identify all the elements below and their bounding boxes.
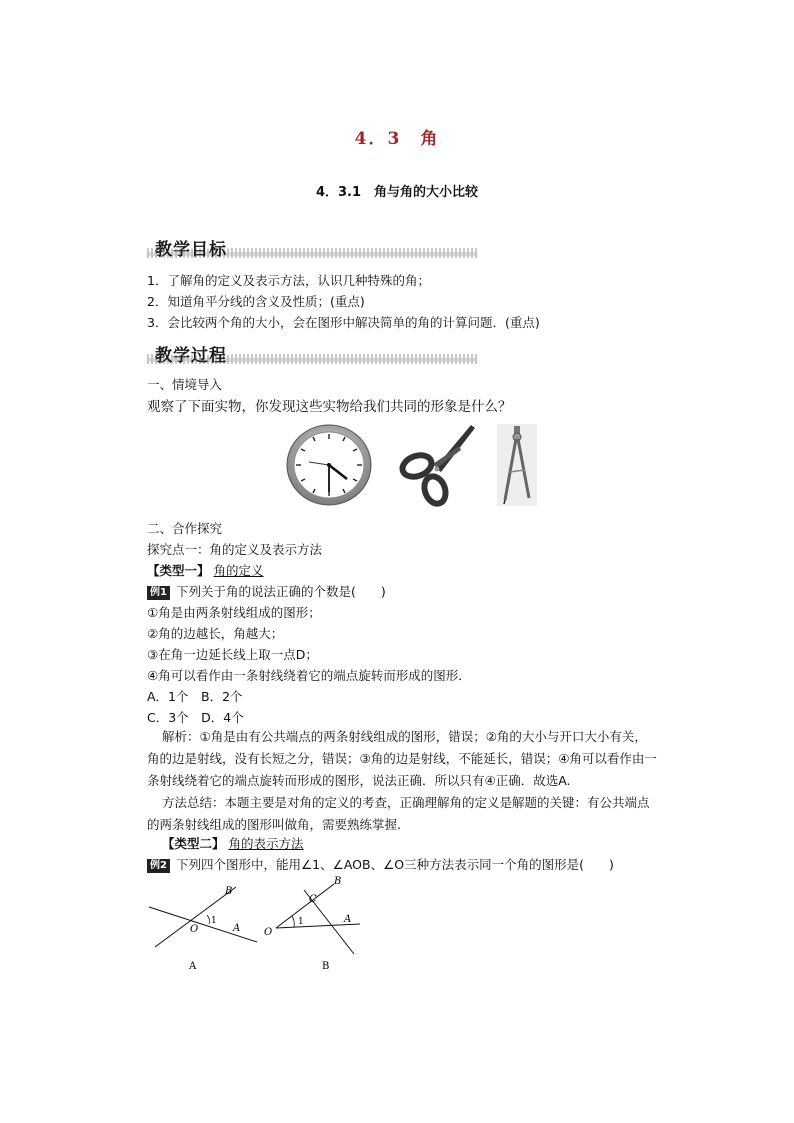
scissors-image: [397, 422, 477, 508]
fig-a-label-b: B: [225, 886, 233, 897]
ex2-question: 下列四个图形中，能用∠1、∠AOB、∠O三种方法表示同一个角的图形是( ): [175, 857, 614, 872]
goal-item: 1．了解角的定义及表示方法，认识几种特殊的角；: [147, 273, 430, 288]
ex1-item: ②角的边越长，角越大；: [147, 626, 284, 641]
intro-question: 观察了下面实物，你发现这些实物给我们共同的形象是什么？: [147, 399, 512, 415]
section-subtitle: 4．3.1 角与角的大小比较: [315, 185, 479, 200]
ex1-badge: 例1: [147, 586, 170, 600]
ex1-item: ③在角一边延长线上取一点D；: [147, 647, 318, 662]
figure-b: [262, 872, 374, 972]
process-banner: [147, 340, 477, 368]
type1-heading: [147, 561, 264, 579]
ex1-option: A．1个 B．2个: [147, 689, 243, 704]
fig-b-label-1: 1: [298, 917, 304, 927]
goals-banner: [147, 234, 477, 262]
fig-b-label-o: O: [264, 927, 273, 938]
intro-heading: 一、情境导入: [147, 377, 223, 392]
clock-image: [284, 422, 374, 506]
fig-a-label-a: A: [233, 923, 241, 934]
ex1-summary: 方法总结：本题主要是对角的定义的考查，正确理解角的定义是解题的关键：有公共端点的两条射线组成的图形叫做角，需要熟练掌握.: [147, 795, 650, 832]
ex2-badge: 例2: [147, 859, 170, 873]
goal-item: 2．知道角平分线的含义及性质；(重点): [147, 294, 365, 309]
explore-point1: 探究点一：角的定义及表示方法: [147, 542, 323, 557]
fig-b-caption: B: [322, 961, 330, 972]
fig-a-label-o: O: [190, 924, 199, 935]
type2-title: 角的表示方法: [228, 836, 304, 851]
fig-a-caption: A: [189, 961, 197, 972]
goals-banner-label: 教学目标: [155, 235, 231, 260]
type2-tag: 【类型二】: [162, 836, 225, 851]
ex1-item: ④角可以看作由一条射线绕着它的端点旋转而形成的图形．: [147, 668, 471, 683]
ex1-question: 下列关于角的说法正确的个数是( ): [175, 584, 386, 599]
ex1-question-line: [147, 582, 386, 600]
type1-tag: 【类型一】: [147, 563, 210, 578]
ex2-question-line: [147, 855, 614, 873]
type2-heading: [162, 834, 304, 852]
explore-heading: 二、合作探究: [147, 521, 223, 536]
goal-item: 3．会比较两个角的大小，会在图形中解决简单的角的计算问题．(重点): [147, 315, 540, 330]
compass-image: [497, 424, 537, 506]
ex1-item: ①角是由两条射线组成的图形；: [147, 605, 321, 620]
ex1-analysis: 解析：①角是由有公共端点的两条射线组成的图形，错误；②角的大小与开口大小有关，角的边是射线，没有长短之分，错误；③角的边是射线，不能延长，错误；④角可以看作由一条射线绕着它的端点旋转而形成的图形，说法正确．所以只有④正确．故选A.: [147, 729, 657, 788]
process-banner-label: 教学过程: [155, 341, 231, 366]
fig-b-label-a: A: [344, 914, 352, 925]
ex1-option: C．3个 D．4个: [147, 710, 244, 725]
page-title: 4．3 角: [354, 129, 440, 149]
fig-a-label-1: 1: [211, 916, 217, 926]
fig-b-label-b: B: [334, 876, 342, 887]
type1-title: 角的定义: [213, 563, 264, 578]
figure-a: [145, 880, 265, 972]
fig-b-label-c: C: [309, 894, 317, 905]
